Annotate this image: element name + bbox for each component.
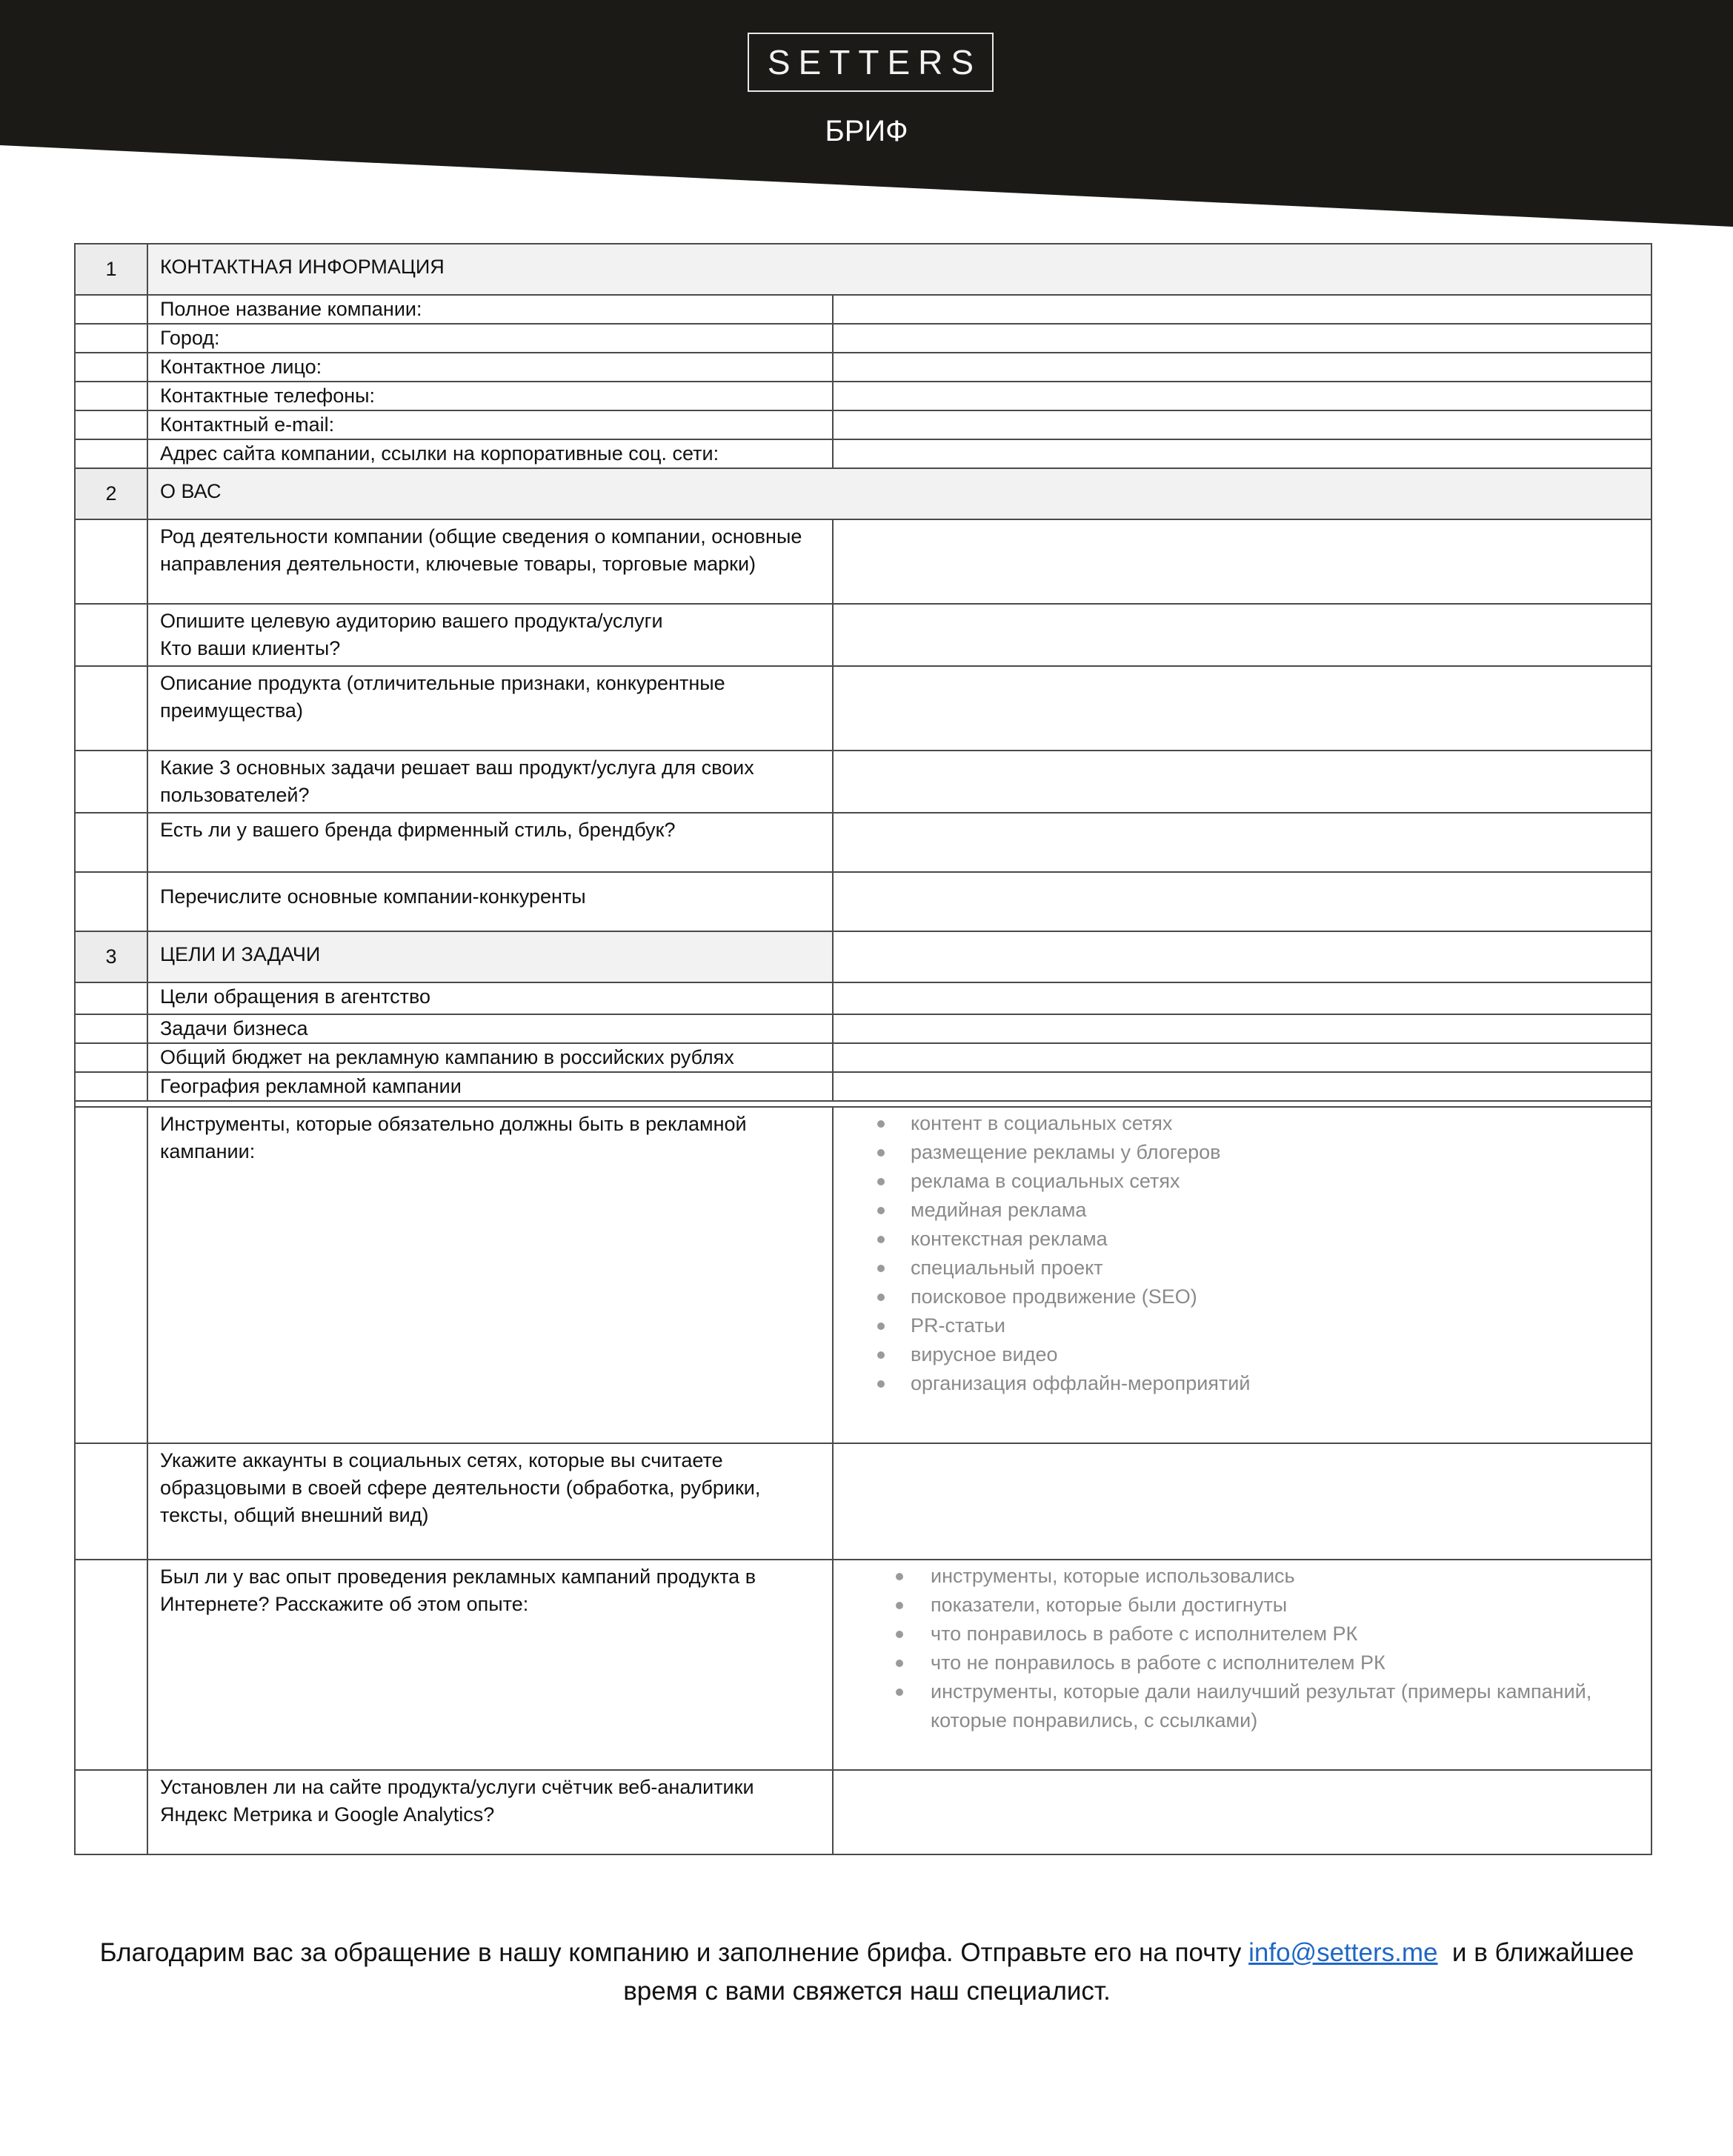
field-label-product-tasks: Какие 3 основных задачи решает ваш продукт/услуга для своих пользователей? bbox=[147, 751, 833, 813]
section-number: 3 bbox=[75, 931, 147, 982]
section-header-about bbox=[75, 468, 1651, 519]
page-title: БРИФ bbox=[825, 115, 908, 147]
experience-hint-list bbox=[845, 1562, 1639, 1735]
list-item: что понравилось в работе с исполнителем РК bbox=[931, 1620, 1639, 1648]
field-input-city[interactable] bbox=[833, 324, 1651, 353]
field-input-experience[interactable] bbox=[833, 1560, 1651, 1770]
list-item: инструменты, которые дали наилучший результат (примеры кампаний, которые понравились, с ссылками) bbox=[931, 1677, 1639, 1735]
table-row bbox=[75, 1770, 1651, 1854]
table-row bbox=[75, 1072, 1651, 1101]
table-row bbox=[75, 1107, 1651, 1443]
table-row bbox=[75, 813, 1651, 872]
field-label-website: Адрес сайта компании, ссылки на корпоративные соц. сети: bbox=[147, 439, 833, 468]
footer-note bbox=[74, 1934, 1660, 2011]
setters-logo: SETTERS bbox=[748, 33, 994, 92]
table-row bbox=[75, 604, 1651, 666]
list-item: PR-статьи bbox=[911, 1311, 1639, 1340]
list-item: что не понравилось в работе с исполнителем РК bbox=[931, 1648, 1639, 1677]
field-label-geography: География рекламной кампании bbox=[147, 1072, 833, 1101]
section-header-goals bbox=[75, 931, 1651, 982]
table-row bbox=[75, 1043, 1651, 1072]
section-number: 2 bbox=[75, 468, 147, 519]
field-label-target-audience: Опишите целевую аудиторию вашего продукта/услуги Кто ваши клиенты? bbox=[147, 604, 833, 666]
field-label-business-type: Род деятельности компании (общие сведения о компании, основные направления деятельности, ключевые товары, торговые марки) bbox=[147, 519, 833, 604]
list-item: размещение рекламы у блогеров bbox=[911, 1138, 1639, 1167]
field-input-analytics[interactable] bbox=[833, 1770, 1651, 1854]
section-title: ЦЕЛИ И ЗАДАЧИ bbox=[147, 931, 833, 982]
section-title: О ВАС bbox=[147, 468, 1651, 519]
field-input-product-tasks[interactable] bbox=[833, 751, 1651, 813]
list-item: организация оффлайн-мероприятий bbox=[911, 1369, 1639, 1398]
field-input-company-name[interactable] bbox=[833, 295, 1651, 324]
table-row bbox=[75, 1560, 1651, 1770]
tools-hint-list bbox=[845, 1109, 1639, 1398]
field-input-competitors[interactable] bbox=[833, 872, 1651, 931]
field-label-analytics: Установлен ли на сайте продукта/услуги счётчик веб-аналитики Яндекс Метрика и Google Analytics? bbox=[147, 1770, 833, 1854]
footer-text-after: и в ближайшее время с вами свяжется наш специалист. bbox=[623, 1938, 1642, 2006]
section-header-contacts bbox=[75, 244, 1651, 295]
field-label-contact-person: Контактное лицо: bbox=[147, 353, 833, 382]
table-row bbox=[75, 295, 1651, 324]
field-label-experience: Был ли у вас опыт проведения рекламных кампаний продукта в Интернете? Расскажите об этом опыте: bbox=[147, 1560, 833, 1770]
field-label-city: Город: bbox=[147, 324, 833, 353]
field-input-target-audience[interactable] bbox=[833, 604, 1651, 666]
list-item: специальный проект bbox=[911, 1254, 1639, 1282]
field-input-geography[interactable] bbox=[833, 1072, 1651, 1101]
table-row bbox=[75, 1014, 1651, 1043]
field-input-reference-accounts[interactable] bbox=[833, 1443, 1651, 1560]
table-row bbox=[75, 872, 1651, 931]
field-input-website[interactable] bbox=[833, 439, 1651, 468]
field-label-competitors: Перечислите основные компании-конкуренты bbox=[147, 872, 833, 931]
field-input-phones[interactable] bbox=[833, 382, 1651, 410]
table-row bbox=[75, 1443, 1651, 1560]
list-item: контент в социальных сетях bbox=[911, 1109, 1639, 1138]
section-title: КОНТАКТНАЯ ИНФОРМАЦИЯ bbox=[147, 244, 1651, 295]
field-label-budget: Общий бюджет на рекламную кампанию в российских рублях bbox=[147, 1043, 833, 1072]
list-item: показатели, которые были достигнуты bbox=[931, 1591, 1639, 1620]
table-row bbox=[75, 751, 1651, 813]
list-item: поисковое продвижение (SEO) bbox=[911, 1282, 1639, 1311]
list-item: контекстная реклама bbox=[911, 1225, 1639, 1254]
field-input-business-tasks[interactable] bbox=[833, 1014, 1651, 1043]
table-row bbox=[75, 410, 1651, 439]
field-label-goals: Цели обращения в агентство bbox=[147, 982, 833, 1014]
field-input-product-description[interactable] bbox=[833, 666, 1651, 751]
list-item: реклама в социальных сетях bbox=[911, 1167, 1639, 1196]
field-input-email[interactable] bbox=[833, 410, 1651, 439]
email-link[interactable]: info@setters.me bbox=[1248, 1938, 1438, 1967]
field-label-tools: Инструменты, которые обязательно должны быть в рекламной кампании: bbox=[147, 1107, 833, 1443]
table-row bbox=[75, 382, 1651, 410]
table-row bbox=[75, 324, 1651, 353]
field-input-tools[interactable] bbox=[833, 1107, 1651, 1443]
field-label-brandbook: Есть ли у вашего бренда фирменный стиль, брендбук? bbox=[147, 813, 833, 872]
field-label-email: Контактный e-mail: bbox=[147, 410, 833, 439]
table-row bbox=[75, 666, 1651, 751]
field-input-business-type[interactable] bbox=[833, 519, 1651, 604]
field-input-budget[interactable] bbox=[833, 1043, 1651, 1072]
field-input-contact-person[interactable] bbox=[833, 353, 1651, 382]
table-row bbox=[75, 353, 1651, 382]
list-item: вирусное видео bbox=[911, 1340, 1639, 1369]
field-label-company-name: Полное название компании: bbox=[147, 295, 833, 324]
field-label-phones: Контактные телефоны: bbox=[147, 382, 833, 410]
field-label-reference-accounts: Укажите аккаунты в социальных сетях, которые вы считаете образцовыми в своей сфере деятельности (обработка, рубрики, тексты, общий внешний вид) bbox=[147, 1443, 833, 1560]
field-label-business-tasks: Задачи бизнеса bbox=[147, 1014, 833, 1043]
footer-text-before: Благодарим вас за обращение в нашу компанию и заполнение брифа. Отправьте его на почту bbox=[99, 1938, 1249, 1967]
field-label-product-description: Описание продукта (отличительные признаки, конкурентные преимущества) bbox=[147, 666, 833, 751]
table-row bbox=[75, 519, 1651, 604]
list-item: инструменты, которые использовались bbox=[931, 1562, 1639, 1591]
table-row bbox=[75, 439, 1651, 468]
section-number: 1 bbox=[75, 244, 147, 295]
list-item: медийная реклама bbox=[911, 1196, 1639, 1225]
section-title-blank bbox=[833, 931, 1651, 982]
brief-form-table bbox=[74, 243, 1652, 1855]
field-input-goals[interactable] bbox=[833, 982, 1651, 1014]
table-row bbox=[75, 982, 1651, 1014]
field-input-brandbook[interactable] bbox=[833, 813, 1651, 872]
